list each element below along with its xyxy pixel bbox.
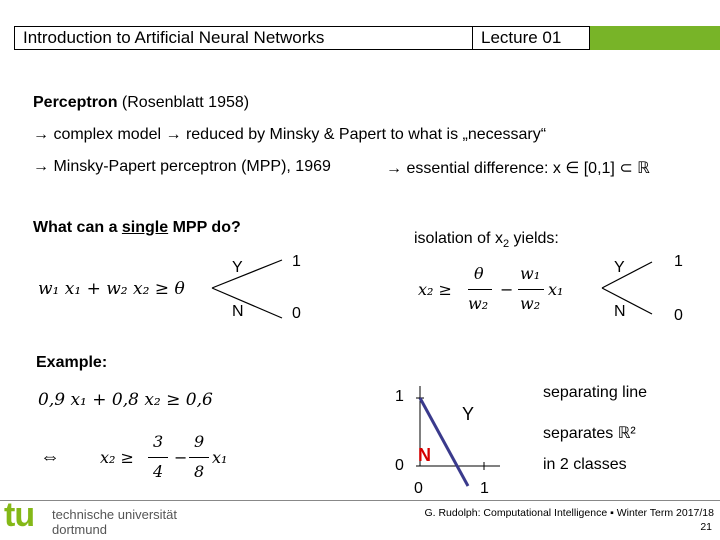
isolation-pre: isolation of x (414, 230, 503, 247)
ex-frac2-den: 8 (194, 462, 205, 481)
mpp-line: → Minsky-Papert perceptron (MPP), 1969 (33, 158, 331, 175)
logo-line1: technische universität (52, 507, 178, 522)
example-label: Example: (36, 354, 108, 371)
essential-difference-line: → essential difference: x ∈ [0,1] ⊂ ℝ (386, 160, 650, 177)
isolation-sub: 2 (502, 238, 510, 251)
left-output-0: 0 (292, 305, 301, 322)
university-logo (2, 496, 202, 538)
frac2-num: w₁ (520, 264, 541, 283)
question-pre: What can a (33, 219, 122, 236)
complex-model-line: → complex model → reduced by Minsky & Papert to what is „necessary“ (33, 126, 547, 143)
example-inequality: 0,9 x₁ + 0,8 x₂ ≥ 0,6 (38, 390, 213, 410)
frac1-den: w₂ (468, 294, 489, 313)
isolated-lhs: x₂ ≥ (418, 280, 452, 299)
plot-x-tick-0: 0 (414, 480, 423, 497)
ex-lhs: x₂ ≥ (100, 448, 134, 467)
frac2-den: w₂ (520, 294, 541, 313)
perceptron-term: Perceptron (33, 94, 118, 111)
question-single: single (121, 219, 169, 236)
frac1-num: θ (474, 264, 484, 283)
question-post: MPP do? (168, 219, 241, 236)
annotation-classes: in 2 classes (543, 456, 627, 473)
perceptron-line (33, 94, 249, 112)
lecture-label: Lecture 01 (481, 28, 562, 47)
lecture-box (472, 26, 590, 50)
ex-frac2-bar (189, 457, 209, 458)
left-decision-branches (200, 250, 300, 330)
isolated-x1: x₁ (548, 280, 564, 299)
isolation-post: yields: (509, 230, 559, 247)
plot-y-tick-0: 0 (395, 457, 404, 474)
logo-tu: tu (4, 496, 35, 534)
logo-line2: dortmund (52, 522, 107, 537)
left-branch-no (212, 288, 282, 318)
left-label-n: N (232, 303, 244, 320)
weighted-sum-inequality: w₁ x₁ + w₂ x₂ ≥ θ (38, 279, 185, 299)
plot-x-tick-1: 1 (480, 480, 489, 497)
ex-frac2-num: 9 (194, 432, 205, 451)
right-branch-no (602, 288, 652, 314)
right-decision-branches (590, 250, 670, 330)
isolated-minus: − (500, 280, 514, 299)
right-label-y: Y (614, 259, 625, 276)
isolation-line (414, 230, 559, 250)
annotation-separating-line: separating line (543, 384, 648, 401)
course-title-box (14, 26, 474, 50)
slide-header (0, 0, 720, 72)
perceptron-year: (Rosenblatt 1958) (117, 94, 250, 111)
plot-y-tick-1: 1 (395, 388, 404, 405)
ex-minus: − (174, 448, 188, 467)
isolated-inequality (418, 262, 578, 318)
region-n-label: N (418, 445, 431, 465)
equivalence-symbol: ⇔ (40, 446, 60, 468)
footer-divider (0, 500, 720, 501)
ex-frac1-num: 3 (153, 432, 164, 451)
course-title: Introduction to Artificial Neural Networks (23, 28, 325, 47)
header-accent-bar (590, 26, 720, 50)
separating-line (420, 398, 468, 486)
ex-frac1-den: 4 (153, 462, 164, 481)
ex-x1: x₁ (212, 448, 228, 467)
right-output-1: 1 (674, 253, 683, 270)
left-label-y: Y (232, 259, 243, 276)
example-isolated-inequality (100, 430, 228, 486)
question-line (33, 219, 241, 237)
right-output-0: 0 (674, 307, 683, 324)
page-number: 21 (700, 521, 712, 533)
region-y-label: Y (462, 404, 475, 424)
left-branch-yes (212, 260, 282, 288)
right-branch-yes (602, 262, 652, 288)
frac1-bar (468, 289, 492, 290)
left-output-1: 1 (292, 253, 301, 270)
ex-frac1-bar (148, 457, 168, 458)
annotation-separates: separates ℝ² (543, 425, 636, 442)
footer-credit: G. Rudolph: Computational Intelligence ▪ Winter Term 2017/18 (424, 507, 714, 519)
right-label-n: N (614, 303, 626, 320)
frac2-bar (518, 289, 544, 290)
